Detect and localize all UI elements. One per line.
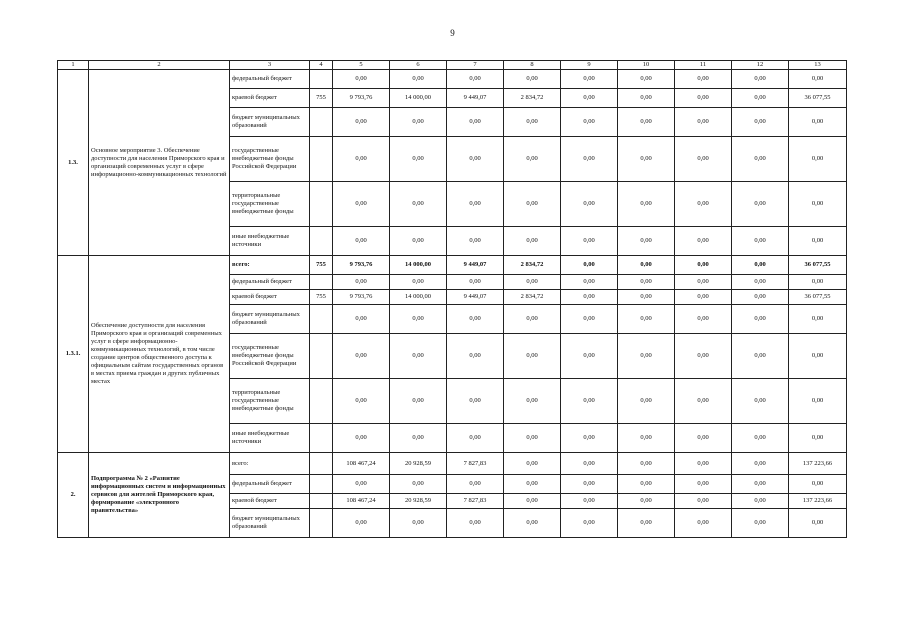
amount-cell: 0,00 [447,379,504,424]
amount-cell: 0,00 [618,70,675,89]
funding-source: государственные внебюджетные фонды Российской Федерации [230,137,310,182]
amount-cell: 0,00 [618,453,675,475]
amount-cell: 0,00 [561,424,618,453]
amount-cell: 2 834,72 [504,290,561,305]
amount-cell: 137 223,66 [789,494,847,509]
amount-cell: 2 834,72 [504,256,561,275]
column-number: 9 [561,61,618,70]
amount-cell: 0,00 [447,182,504,227]
amount-cell: 0,00 [789,475,847,494]
amount-cell: 0,00 [789,334,847,379]
amount-cell: 0,00 [618,379,675,424]
amount-cell: 0,00 [504,108,561,137]
amount-cell: 0,00 [390,182,447,227]
amount-cell: 0,00 [618,509,675,538]
amount-cell: 0,00 [447,108,504,137]
row-number: 1.3.1. [58,256,89,453]
amount-cell: 0,00 [390,509,447,538]
amount-cell: 0,00 [789,227,847,256]
amount-cell: 0,00 [732,305,789,334]
amount-cell: 0,00 [618,334,675,379]
amount-cell: 0,00 [732,89,789,108]
amount-cell: 0,00 [618,108,675,137]
funding-source: бюджет муниципальных образований [230,509,310,538]
amount-cell: 137 223,66 [789,453,847,475]
amount-cell: 9 793,76 [333,89,390,108]
amount-cell: 0,00 [789,509,847,538]
amount-cell: 0,00 [504,182,561,227]
budget-code [310,379,333,424]
row-number: 2. [58,453,89,538]
funding-source: краевой бюджет [230,89,310,108]
amount-cell: 0,00 [789,182,847,227]
budget-code [310,275,333,290]
amount-cell: 0,00 [675,379,732,424]
funding-source: краевой бюджет [230,290,310,305]
budget-code [310,334,333,379]
budget-code [310,70,333,89]
amount-cell: 36 077,55 [789,256,847,275]
amount-cell: 0,00 [789,70,847,89]
amount-cell: 0,00 [390,275,447,290]
amount-cell: 0,00 [504,305,561,334]
amount-cell: 0,00 [333,108,390,137]
amount-cell: 0,00 [618,182,675,227]
amount-cell: 0,00 [561,290,618,305]
amount-cell: 0,00 [333,379,390,424]
amount-cell: 0,00 [732,475,789,494]
amount-cell: 0,00 [447,334,504,379]
amount-cell: 0,00 [675,334,732,379]
amount-cell: 0,00 [561,494,618,509]
amount-cell: 0,00 [390,137,447,182]
amount-cell: 20 928,59 [390,453,447,475]
amount-cell: 0,00 [732,494,789,509]
column-number: 10 [618,61,675,70]
amount-cell: 0,00 [561,182,618,227]
amount-cell: 0,00 [675,108,732,137]
amount-cell: 0,00 [561,108,618,137]
amount-cell: 9 449,07 [447,256,504,275]
funding-source: федеральный бюджет [230,475,310,494]
amount-cell: 0,00 [561,305,618,334]
funding-source: всего: [230,256,310,275]
column-number: 4 [310,61,333,70]
amount-cell: 0,00 [675,70,732,89]
amount-cell: 0,00 [561,89,618,108]
funding-source: иные внебюджетные источники [230,424,310,453]
amount-cell: 0,00 [504,379,561,424]
amount-cell: 0,00 [447,275,504,290]
amount-cell: 0,00 [618,256,675,275]
column-number: 7 [447,61,504,70]
funding-source: иные внебюджетные источники [230,227,310,256]
budget-table [57,60,847,538]
amount-cell: 0,00 [618,424,675,453]
funding-source: федеральный бюджет [230,275,310,290]
amount-cell: 0,00 [675,89,732,108]
amount-cell: 0,00 [789,424,847,453]
amount-cell: 0,00 [732,334,789,379]
amount-cell: 0,00 [675,290,732,305]
amount-cell: 0,00 [447,509,504,538]
amount-cell: 0,00 [732,182,789,227]
amount-cell: 36 077,55 [789,290,847,305]
budget-code: 755 [310,256,333,275]
amount-cell: 0,00 [561,137,618,182]
amount-cell: 36 077,55 [789,89,847,108]
amount-cell: 0,00 [732,137,789,182]
amount-cell: 0,00 [675,275,732,290]
amount-cell: 0,00 [504,227,561,256]
amount-cell: 0,00 [561,453,618,475]
amount-cell: 0,00 [618,475,675,494]
amount-cell: 0,00 [390,227,447,256]
funding-source: территориальные государственные внебюджетные фонды [230,379,310,424]
amount-cell: 0,00 [504,509,561,538]
amount-cell: 0,00 [732,453,789,475]
amount-cell: 0,00 [789,275,847,290]
amount-cell: 0,00 [618,290,675,305]
amount-cell: 0,00 [504,70,561,89]
column-number: 1 [58,61,89,70]
amount-cell: 7 827,83 [447,453,504,475]
amount-cell: 0,00 [504,334,561,379]
column-number: 8 [504,61,561,70]
amount-cell: 0,00 [732,424,789,453]
amount-cell: 0,00 [675,424,732,453]
amount-cell: 0,00 [732,275,789,290]
amount-cell: 0,00 [789,379,847,424]
budget-code [310,137,333,182]
amount-cell: 0,00 [561,256,618,275]
page-number: 9 [450,28,455,38]
amount-cell: 0,00 [333,424,390,453]
table-row [58,256,847,275]
budget-code [310,475,333,494]
funding-source: территориальные государственные внебюджетные фонды [230,182,310,227]
amount-cell: 0,00 [618,494,675,509]
amount-cell: 0,00 [618,89,675,108]
amount-cell: 0,00 [390,334,447,379]
amount-cell: 2 834,72 [504,89,561,108]
amount-cell: 0,00 [333,137,390,182]
amount-cell: 0,00 [561,227,618,256]
amount-cell: 0,00 [333,509,390,538]
amount-cell: 0,00 [732,108,789,137]
column-number: 12 [732,61,789,70]
amount-cell: 0,00 [732,379,789,424]
amount-cell: 0,00 [561,509,618,538]
amount-cell: 108 467,24 [333,453,390,475]
budget-code [310,305,333,334]
column-number: 6 [390,61,447,70]
amount-cell: 0,00 [732,290,789,305]
budget-code: 755 [310,89,333,108]
budget-code [310,182,333,227]
amount-cell: 14 000,00 [390,89,447,108]
amount-cell: 0,00 [504,137,561,182]
amount-cell: 0,00 [675,182,732,227]
amount-cell: 0,00 [732,70,789,89]
amount-cell: 0,00 [333,475,390,494]
budget-code [310,509,333,538]
amount-cell: 0,00 [447,424,504,453]
funding-source: федеральный бюджет [230,70,310,89]
amount-cell: 0,00 [618,305,675,334]
amount-cell: 0,00 [390,475,447,494]
amount-cell: 0,00 [789,108,847,137]
measure-name: Подпрограмма № 2 «Развитие информационных систем и информационных сервисов для жителей Приморского края, формирование «электронного правительства» [89,453,230,538]
amount-cell: 0,00 [447,475,504,494]
amount-cell: 0,00 [675,137,732,182]
amount-cell: 9 449,07 [447,290,504,305]
amount-cell: 0,00 [789,137,847,182]
amount-cell: 0,00 [390,305,447,334]
measure-name: Основное мероприятие 3. Обеспечение доступности для населения Приморского края и организаций современных услуг в сфере информационно-коммуникационных технологий [89,70,230,256]
amount-cell: 9 449,07 [447,89,504,108]
column-number: 13 [789,61,847,70]
amount-cell: 108 467,24 [333,494,390,509]
column-number: 3 [230,61,310,70]
amount-cell: 20 928,59 [390,494,447,509]
funding-source: краевой бюджет [230,494,310,509]
budget-code [310,453,333,475]
amount-cell: 7 827,83 [447,494,504,509]
amount-cell: 0,00 [504,453,561,475]
amount-cell: 0,00 [504,275,561,290]
amount-cell: 0,00 [675,305,732,334]
amount-cell: 0,00 [333,227,390,256]
budget-code [310,424,333,453]
amount-cell: 0,00 [390,424,447,453]
budget-code [310,227,333,256]
column-number-header [58,61,847,70]
amount-cell: 0,00 [675,475,732,494]
funding-source: бюджет муниципальных образований [230,108,310,137]
budget-code [310,108,333,137]
amount-cell: 0,00 [504,494,561,509]
amount-cell: 0,00 [732,227,789,256]
amount-cell: 0,00 [618,227,675,256]
amount-cell: 0,00 [504,424,561,453]
amount-cell: 0,00 [675,227,732,256]
column-number: 5 [333,61,390,70]
amount-cell: 0,00 [447,305,504,334]
amount-cell: 0,00 [561,475,618,494]
funding-source: бюджет муниципальных образований [230,305,310,334]
amount-cell: 0,00 [333,70,390,89]
amount-cell: 0,00 [504,475,561,494]
amount-cell: 14 000,00 [390,290,447,305]
amount-cell: 9 793,76 [333,290,390,305]
column-number: 2 [89,61,230,70]
amount-cell: 0,00 [618,275,675,290]
funding-source: всего: [230,453,310,475]
amount-cell: 0,00 [390,379,447,424]
amount-cell: 0,00 [390,108,447,137]
table-row [58,70,847,89]
amount-cell: 0,00 [561,70,618,89]
amount-cell: 0,00 [333,305,390,334]
amount-cell: 0,00 [561,334,618,379]
measure-name: Обеспечение доступности для населения Приморского края и организаций современных услуг в сфере информационно-коммуникационных технологий, в том числе создание центров общественного доступа к официальным сайтам государственных органов в местах приема граждан и других публичных местах [89,256,230,453]
amount-cell: 0,00 [561,379,618,424]
amount-cell: 0,00 [732,509,789,538]
amount-cell: 0,00 [618,137,675,182]
amount-cell: 9 793,76 [333,256,390,275]
amount-cell: 0,00 [333,275,390,290]
amount-cell: 0,00 [732,256,789,275]
amount-cell: 0,00 [789,305,847,334]
amount-cell: 0,00 [333,182,390,227]
funding-source: государственные внебюджетные фонды Российской Федерации [230,334,310,379]
amount-cell: 0,00 [447,70,504,89]
budget-code: 755 [310,290,333,305]
amount-cell: 0,00 [675,256,732,275]
amount-cell: 0,00 [675,509,732,538]
amount-cell: 0,00 [447,137,504,182]
table-row [58,453,847,475]
amount-cell: 0,00 [447,227,504,256]
amount-cell: 0,00 [675,453,732,475]
amount-cell: 0,00 [561,275,618,290]
amount-cell: 0,00 [390,70,447,89]
amount-cell: 14 000,00 [390,256,447,275]
amount-cell: 0,00 [675,494,732,509]
budget-code [310,494,333,509]
row-number: 1.3. [58,70,89,256]
amount-cell: 0,00 [333,334,390,379]
column-number: 11 [675,61,732,70]
